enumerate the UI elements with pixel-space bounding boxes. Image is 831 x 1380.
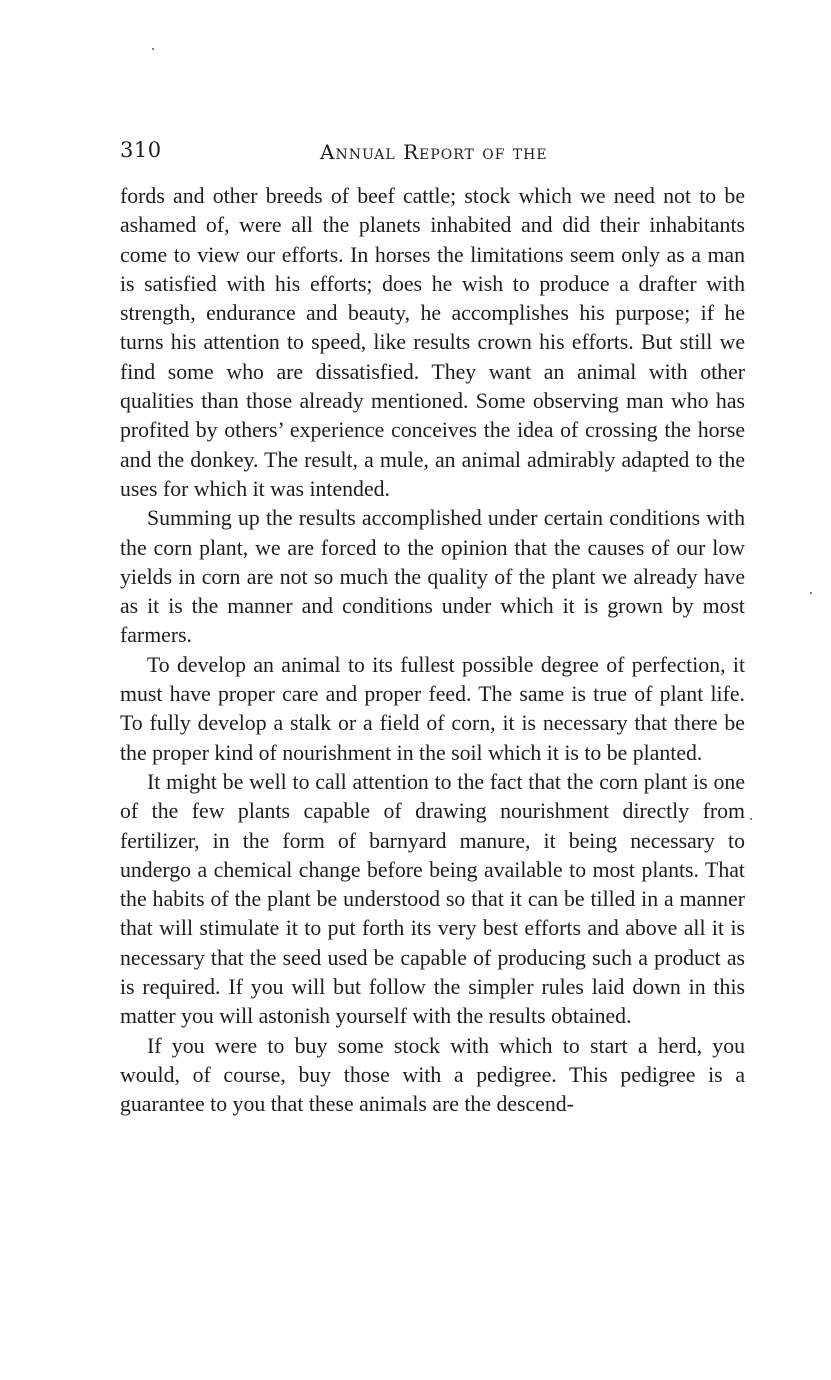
running-head: Annual Report of the: [320, 140, 548, 164]
paragraph-3: To develop an animal to its fullest possible degree of perfection, it must have proper care and proper feed. The same is true of plant life. To fully develop a stalk or a field of corn, it is necessary that there be the proper kind of nourishment in the soil which it is to be planted.: [120, 652, 745, 765]
paragraph-4: It might be well to call attention to the fact that the corn plant is one of the few plants capable of drawing nourishment directly from fertilizer, in the form of barnyard manure, it being necessary to undergo a chemical change before being available to most plants. That the habits of the plant be understood so that it can be tilled in a manner that will stimulate it to put forth its very best efforts and above all it is necessary that the seed used be capable of producing such a product as is required. If you will but follow the simpler rules laid down in this matter you will astonish yourself with the results obtained.: [120, 769, 745, 1029]
page-number: 310: [120, 138, 162, 162]
paragraph-5: If you were to buy some stock with which to start a herd, you would, of course, buy those with a pedigree. This pedigree is a guarantee to you that these animals are the descend-: [120, 1033, 745, 1117]
paper-speck: [810, 592, 812, 594]
paper-speck: [750, 818, 752, 820]
page-header: [120, 138, 772, 168]
paragraph-1: fords and other breeds of beef cattle; stock which we need not to be ashamed of, were all the planets inhabited and did their inhabitants come to view our efforts. In horses the limitations seem only as a man is satisfied with his efforts; does he wish to produce a drafter with strength, endurance and beauty, he accomplishes his purpose; if he turns his attention to speed, like results crown his efforts. But still we find some who are dissatisfied. They want an animal with other qualities than those already mentioned. Some observing man who has profited by others’ experience conceives the idea of crossing the horse and the donkey. The result, a mule, an animal admirably adapted to the uses for which it was intended.: [120, 184, 745, 501]
paper-speck: [152, 48, 154, 50]
paragraph-2: Summing up the results accomplished under certain conditions with the corn plant, we are forced to the opinion that the causes of our low yields in corn are not so much the quality of the plant we already have as it is the manner and conditions under which it is grown by most farmers.: [120, 506, 745, 648]
body-text: [120, 182, 745, 1120]
